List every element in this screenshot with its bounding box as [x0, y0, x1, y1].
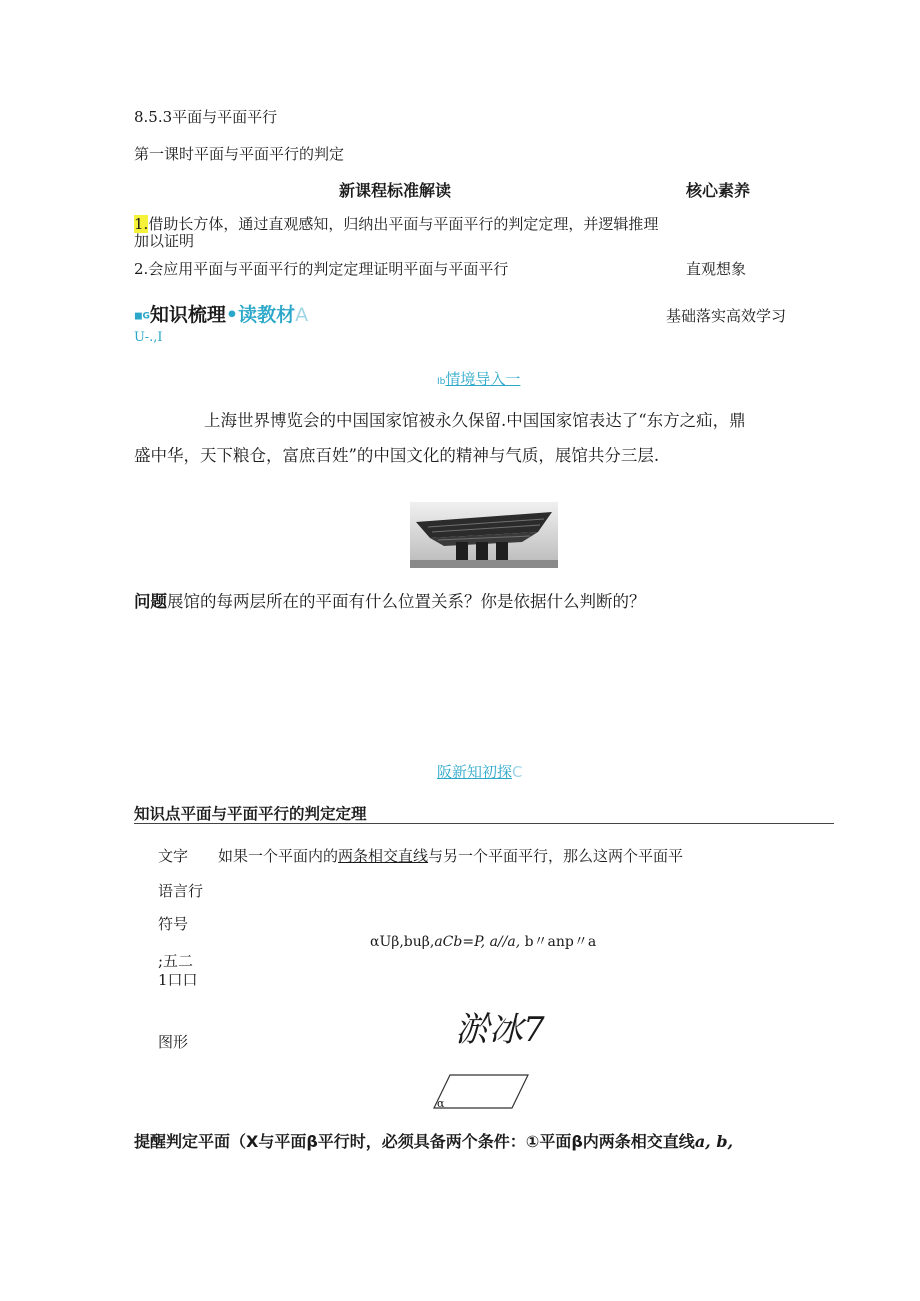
question-label: 问题: [134, 592, 167, 611]
standard-item-2-literacy: 直观想象: [686, 260, 747, 278]
situation-para-line-1: 上海世界博览会的中国国家馆被永久保留.中国国家馆表达了“东方之疝，鼎: [204, 411, 746, 430]
reminder-vars: a, b,: [694, 1132, 734, 1151]
new-knowledge-heading-suffix: C: [512, 763, 523, 781]
banner-suffix: A: [295, 304, 309, 326]
banner-title-2: 读教材: [238, 304, 296, 326]
new-knowledge-heading-text: 阪新知初探: [437, 763, 513, 781]
theorem-symbol-label: 符号: [158, 915, 189, 933]
standard-item-1-number: 1.: [134, 215, 149, 233]
question-text: 展馆的每两层所在的平面有什么位置关系？你是依据什么判断的？: [167, 592, 646, 611]
question: [134, 588, 646, 612]
plane-alpha-label: α: [437, 1097, 445, 1110]
reminder-label: 提醒: [134, 1132, 167, 1151]
theorem-figure-label: 图形: [158, 1033, 189, 1051]
theorem-text-pre: 如果一个平面内的: [218, 847, 339, 865]
theorem-text-content: [218, 845, 683, 866]
standard-item-2: 2.会应用平面与平面平行的判定定理证明平面与平面平行: [134, 260, 509, 278]
theorem-lang-label: 语言行: [158, 882, 204, 900]
situation-heading-prefix: Ib: [437, 377, 446, 387]
formula-part-c: b〃anp〃a: [520, 934, 597, 950]
formula-part-a: αUβ,buβ,: [370, 934, 435, 950]
figure-handwriting: 淤冰7: [455, 1010, 545, 1050]
reminder-text: 判定平面（X与平面β平行时，必须具备两个条件：①平面β内两条相交直线: [166, 1132, 695, 1151]
banner-prefix: ■G: [134, 311, 150, 322]
formula-part-b: aCb=P, a//a,: [434, 934, 521, 950]
banner-sub-mark: U-.,I: [134, 330, 163, 345]
banner-title-1: 知识梳理: [149, 304, 226, 326]
knowledge-banner: [134, 300, 308, 330]
literacy-header: 核心素养: [686, 181, 751, 200]
situation-heading: [437, 368, 520, 389]
banner-dot: •: [225, 304, 239, 326]
theorem-noise-line-2: 1口口: [158, 971, 198, 989]
new-knowledge-heading: [437, 761, 523, 782]
standards-header: 新课程标准解读: [339, 181, 452, 200]
situation-heading-text: 情境导入一: [445, 370, 521, 388]
standard-item-1: [134, 213, 658, 234]
lesson-title: 第一课时平面与平面平行的判定: [134, 145, 345, 163]
theorem-text-underlined: 两条相交直线: [338, 847, 429, 865]
standard-item-1-cont: 加以证明: [134, 232, 195, 250]
standard-item-1-text: 借助长方体，通过直观感知，归纳出平面与平面平行的判定定理，并逻辑推理: [148, 215, 659, 233]
theorem-text-post: 与另一个平面平行，那么这两个平面平: [428, 847, 684, 865]
plane-parallelogram-icon: [432, 1072, 532, 1112]
plane-figure: [432, 1072, 532, 1112]
theorem-noise-line-1: ;五二: [158, 952, 194, 970]
section-divider: [134, 823, 834, 824]
section-title: 8.5.3平面与平面平行: [134, 108, 278, 126]
reminder: [134, 1129, 733, 1152]
china-pavilion-illustration: [410, 502, 558, 568]
theorem-symbol-formula: [370, 931, 596, 951]
situation-para-line-2: 盛中华，天下粮仓，富庶百姓”的中国文化的精神与气质，展馆共分三层.: [134, 446, 660, 465]
knowledge-point-title: 知识点平面与平面平行的判定定理: [134, 805, 367, 823]
banner-right-text: 基础落实高效学习: [666, 307, 787, 325]
china-pavilion-photo: [410, 502, 558, 568]
theorem-text-label: 文字: [158, 847, 189, 865]
